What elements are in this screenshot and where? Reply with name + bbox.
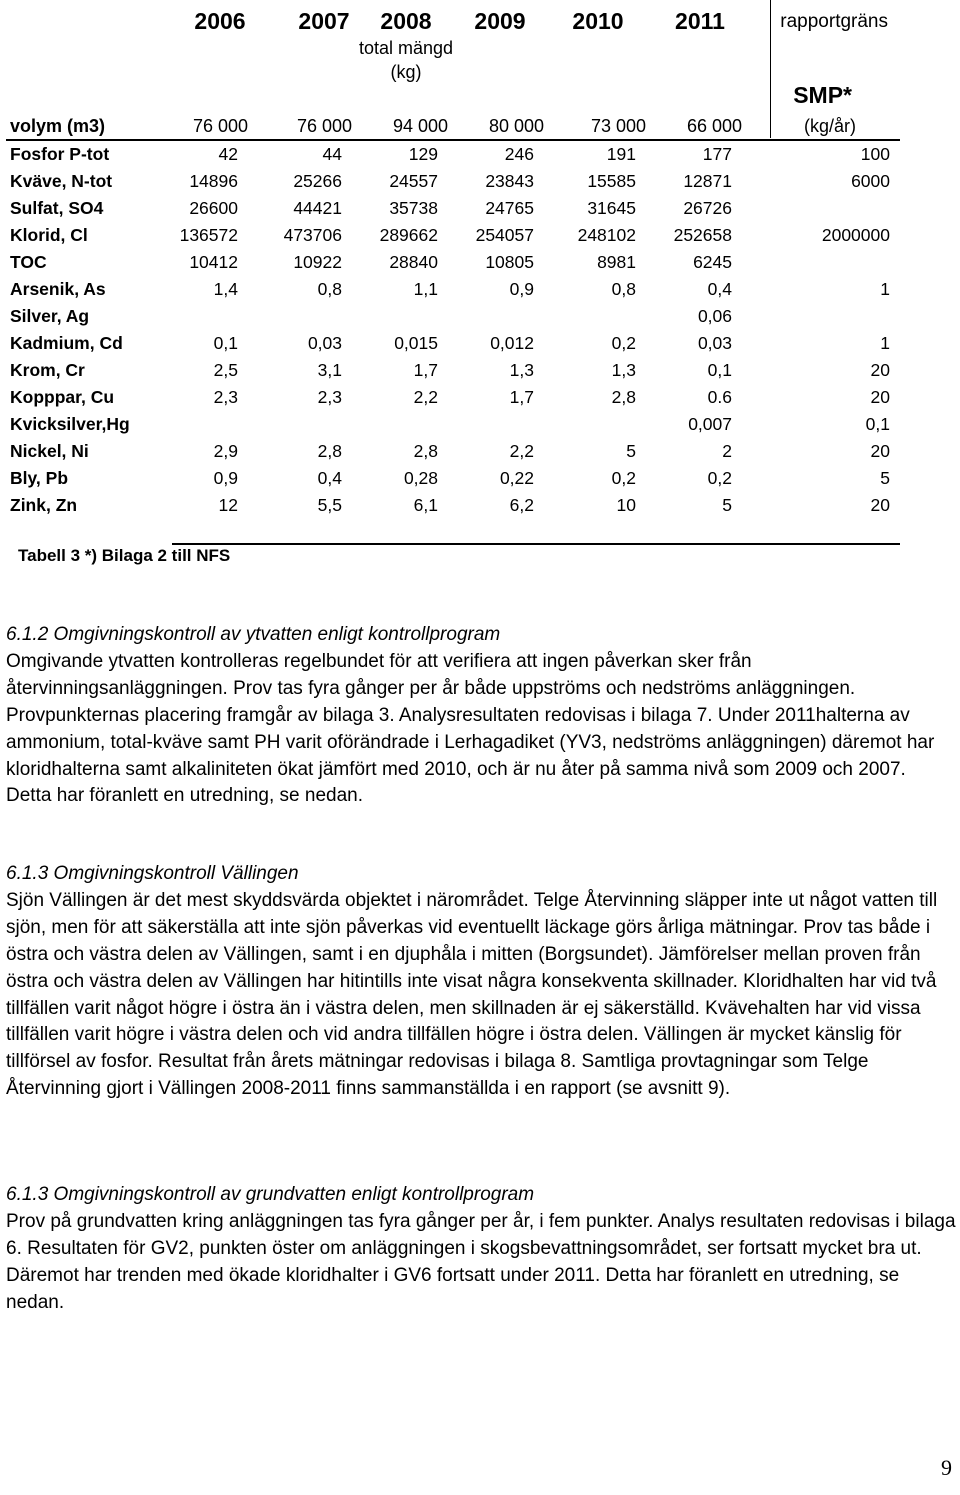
table-cell: 6245 bbox=[693, 252, 732, 272]
table-cell: 1,1 bbox=[413, 279, 438, 299]
section-body: Omgivande ytvatten kontrolleras regelbundet för att verifiera att ingen påverkan sker från återvinningsanläggningen. Prov tas fyra gånger per år både uppströms och nedströms anläggningen. Provpunkternas placering framgår av bilaga 3. Analysresultaten redovisas i bilaga 7. Under 2011halterna av ammonium, total-kväve samt PH varit oförändrade i Lerhagadiket (YV3, nedströms anläggningen) däremot har kloridhalterna samt alkaliniteten ökat jämfört med 2010, och är nu åter på samma nivå som 2009 och 2007. Detta har föranlett en utredning, se nedan. bbox=[6, 650, 935, 807]
table-cell: 136572 bbox=[179, 225, 238, 245]
table-cell: 2,2 bbox=[509, 441, 534, 461]
volume-cell: 80 000 bbox=[488, 116, 544, 136]
volume-cell: 73 000 bbox=[590, 116, 646, 136]
limit-cell: 6000 bbox=[851, 171, 890, 191]
table-cell: 0,03 bbox=[697, 333, 732, 353]
table-cell: 5 bbox=[722, 495, 732, 515]
table-cell: 0,8 bbox=[317, 279, 342, 299]
year-header: 2010 bbox=[572, 8, 624, 34]
table-row bbox=[6, 411, 900, 438]
year-header: 2006 bbox=[194, 8, 246, 34]
section-heading: 6.1.3 Omgivningskontroll Vällingen bbox=[6, 863, 299, 884]
table-rule bbox=[172, 543, 900, 545]
section-heading: 6.1.2 Omgivningskontroll av ytvatten enligt kontrollprogram bbox=[6, 624, 501, 645]
section-surface-water bbox=[6, 622, 956, 810]
row-label: Krom, Cr bbox=[10, 360, 85, 380]
row-label: TOC bbox=[10, 252, 47, 272]
table-cell: 289662 bbox=[379, 225, 438, 245]
limit-cell: 20 bbox=[870, 441, 890, 461]
table-cell: 6,2 bbox=[509, 495, 534, 515]
volume-cell: 94 000 bbox=[392, 116, 448, 136]
table-row bbox=[6, 492, 900, 519]
volume-cell: 76 000 bbox=[296, 116, 352, 136]
table-cell: 0,1 bbox=[213, 333, 238, 353]
table-cell: 10922 bbox=[293, 252, 342, 272]
table-row bbox=[6, 330, 900, 357]
table-cell: 0,007 bbox=[688, 414, 732, 434]
table-cell: 26600 bbox=[189, 198, 238, 218]
table-cell: 2,9 bbox=[213, 441, 238, 461]
row-label: Nickel, Ni bbox=[10, 441, 89, 461]
table-cell: 252658 bbox=[673, 225, 732, 245]
table-cell: 5,5 bbox=[317, 495, 342, 515]
page-number: 9 bbox=[941, 1455, 952, 1480]
table-row bbox=[6, 276, 900, 303]
table-row bbox=[6, 465, 900, 492]
limit-cell: 20 bbox=[870, 495, 890, 515]
table-cell: 2,5 bbox=[213, 360, 238, 380]
table-cell: 24765 bbox=[485, 198, 534, 218]
limit-header: rapportgräns bbox=[780, 11, 888, 32]
row-label: Kadmium, Cd bbox=[10, 333, 123, 353]
table-cell: 2,3 bbox=[317, 387, 342, 407]
row-label: Kvicksilver,Hg bbox=[10, 414, 130, 434]
section-heading: 6.1.3 Omgivningskontroll av grundvatten enligt kontrollprogram bbox=[6, 1184, 535, 1205]
table-cell: 0,03 bbox=[307, 333, 342, 353]
section-groundwater bbox=[6, 1182, 956, 1317]
table-cell: 254057 bbox=[475, 225, 534, 245]
table-cell: 44 bbox=[322, 144, 342, 164]
table-row bbox=[6, 222, 900, 249]
row-label: Fosfor P-tot bbox=[10, 144, 110, 164]
table-cell: 26726 bbox=[683, 198, 732, 218]
year-header: 2009 bbox=[474, 8, 526, 34]
section-body: Prov på grundvatten kring anläggningen tas fyra gånger per år, i fem punkter. Analys resultaten redovisas i bilaga 6. Resultaten för GV2, punkten öster om anläggningen i skogsbevattningsområdet, ser fortsatt mycket bra ut. Däremot har trenden med ökade kloridhalter i GV6 fortsatt under 2011. Detta har föranlett en utredning, se nedan. bbox=[6, 1210, 956, 1313]
table-cell: 248102 bbox=[577, 225, 636, 245]
row-label: Zink, Zn bbox=[10, 495, 78, 515]
table-cell: 8981 bbox=[597, 252, 636, 272]
volume-cell: 76 000 bbox=[192, 116, 248, 136]
table-cell: 1,7 bbox=[413, 360, 438, 380]
year-2008-subheader: total mängd (kg) bbox=[358, 38, 454, 82]
table-cell: 1,7 bbox=[509, 387, 534, 407]
year-header: 2011 bbox=[675, 8, 725, 34]
table-cell: 35738 bbox=[389, 198, 438, 218]
table-row bbox=[6, 195, 900, 222]
table-cell: 0,1 bbox=[707, 360, 732, 380]
row-label: Sulfat, SO4 bbox=[10, 198, 104, 218]
table-cell: 12871 bbox=[683, 171, 732, 191]
table-cell: 0,012 bbox=[490, 333, 534, 353]
table-cell: 28840 bbox=[389, 252, 438, 272]
volume-row bbox=[6, 114, 900, 140]
table-cell: 0,22 bbox=[499, 468, 534, 488]
table-cell: 0,06 bbox=[697, 306, 732, 326]
limit-cell: 1 bbox=[880, 279, 890, 299]
table-body bbox=[6, 141, 900, 519]
table-cell: 23843 bbox=[485, 171, 534, 191]
table-cell: 177 bbox=[702, 144, 732, 164]
table-cell: 191 bbox=[606, 144, 636, 164]
table-cell: 0,9 bbox=[213, 468, 238, 488]
row-label: Silver, Ag bbox=[10, 306, 90, 326]
limit-cell: 2000000 bbox=[821, 225, 890, 245]
table-caption: Tabell 3 *) Bilaga 2 till NFS bbox=[18, 546, 231, 565]
table-cell: 473706 bbox=[283, 225, 342, 245]
table-cell: 0,2 bbox=[707, 468, 732, 488]
table-row bbox=[6, 303, 900, 330]
table-row bbox=[6, 438, 900, 465]
year-header: 2007 bbox=[298, 8, 350, 34]
table-cell: 0.6 bbox=[707, 387, 732, 407]
table-row bbox=[6, 357, 900, 384]
row-label: Kopppar, Cu bbox=[10, 387, 115, 407]
table-cell: 2 bbox=[722, 441, 732, 461]
table-cell: 0,8 bbox=[611, 279, 636, 299]
table-cell: 2,8 bbox=[611, 387, 636, 407]
table-cell: 0,2 bbox=[611, 333, 636, 353]
table-cell: 0,28 bbox=[403, 468, 438, 488]
limit-unit: (kg/år) bbox=[803, 116, 856, 136]
limit-cell: 20 bbox=[870, 360, 890, 380]
volume-label: volym (m3) bbox=[10, 116, 106, 136]
table-cell: 42 bbox=[218, 144, 238, 164]
table-cell: 10412 bbox=[189, 252, 238, 272]
table-row bbox=[6, 384, 900, 411]
table-cell: 14896 bbox=[189, 171, 238, 191]
table-cell: 0,9 bbox=[509, 279, 534, 299]
table-cell: 1,3 bbox=[611, 360, 636, 380]
table-cell: 31645 bbox=[587, 198, 636, 218]
table-cell: 12 bbox=[218, 495, 238, 515]
section-vallingen bbox=[6, 861, 956, 1103]
limit-cell: 5 bbox=[880, 468, 890, 488]
table-cell: 0,4 bbox=[317, 468, 342, 488]
limit-cell: 0,1 bbox=[865, 414, 890, 434]
table-cell: 10805 bbox=[485, 252, 534, 272]
table-cell: 3,1 bbox=[317, 360, 342, 380]
table-cell: 25266 bbox=[293, 171, 342, 191]
table-cell: 6,1 bbox=[413, 495, 438, 515]
table-cell: 2,2 bbox=[413, 387, 438, 407]
limit-cell: 1 bbox=[880, 333, 890, 353]
table-cell: 129 bbox=[408, 144, 438, 164]
table-cell: 24557 bbox=[389, 171, 438, 191]
table-cell: 5 bbox=[626, 441, 636, 461]
table-cell: 0,015 bbox=[394, 333, 438, 353]
limit-cell: 100 bbox=[860, 144, 890, 164]
table-cell: 246 bbox=[504, 144, 534, 164]
year-header: 2008 bbox=[380, 8, 432, 34]
row-label: Arsenik, As bbox=[10, 279, 106, 299]
table-cell: 2,8 bbox=[317, 441, 342, 461]
table-cell: 0,4 bbox=[707, 279, 732, 299]
volume-cell: 66 000 bbox=[686, 116, 742, 136]
table-cell: 15585 bbox=[587, 171, 636, 191]
row-label: Klorid, Cl bbox=[10, 225, 88, 245]
table-row bbox=[6, 168, 900, 195]
table-cell: 2,8 bbox=[413, 441, 438, 461]
table-cell: 0,2 bbox=[611, 468, 636, 488]
table-row bbox=[6, 249, 900, 276]
table-cell: 44421 bbox=[293, 198, 342, 218]
row-label: Kväve, N-tot bbox=[10, 171, 113, 191]
table-cell: 1,3 bbox=[509, 360, 534, 380]
table-cell: 1,4 bbox=[213, 279, 238, 299]
table-cell: 2,3 bbox=[213, 387, 238, 407]
limit-cell: 20 bbox=[870, 387, 890, 407]
smp-label: SMP* bbox=[793, 82, 852, 108]
section-body: Sjön Vällingen är det mest skyddsvärda objektet i närområdet. Telge Återvinning släpper inte ut något vatten till sjön, men för att säkerställa att inte sjön påverkas vid eventuellt läckage görs årliga mätningar. Prov tas både i östra och västra delen av Vällingen, samt i en djuphåla i mitten (Borgsundet). Jämförelser mellan proven från östra och västra delen av Vällingen har hitintills inte visat några konsekventa skillnader. Kloridhalten har vid två tillfällen varit något högre i östra än i västra delen, men skillnaden är ej säkerställd. Kvävehalten har vid vissa tillfällen varit högre i västra delen och vid andra tillfällen högre i östra delen. Vällingen är mycket känslig för tillförsel av fosfor. Resultat från årets mätningar redovisas i bilaga 8. Samtliga provtagningar som Telge Återvinning gjort i Vällingen 2008-2011 finns sammanställda i en rapport (se avsnitt 9). bbox=[6, 889, 938, 1100]
row-label: Bly, Pb bbox=[10, 468, 69, 488]
table-cell: 10 bbox=[616, 495, 636, 515]
table-row bbox=[6, 141, 900, 168]
